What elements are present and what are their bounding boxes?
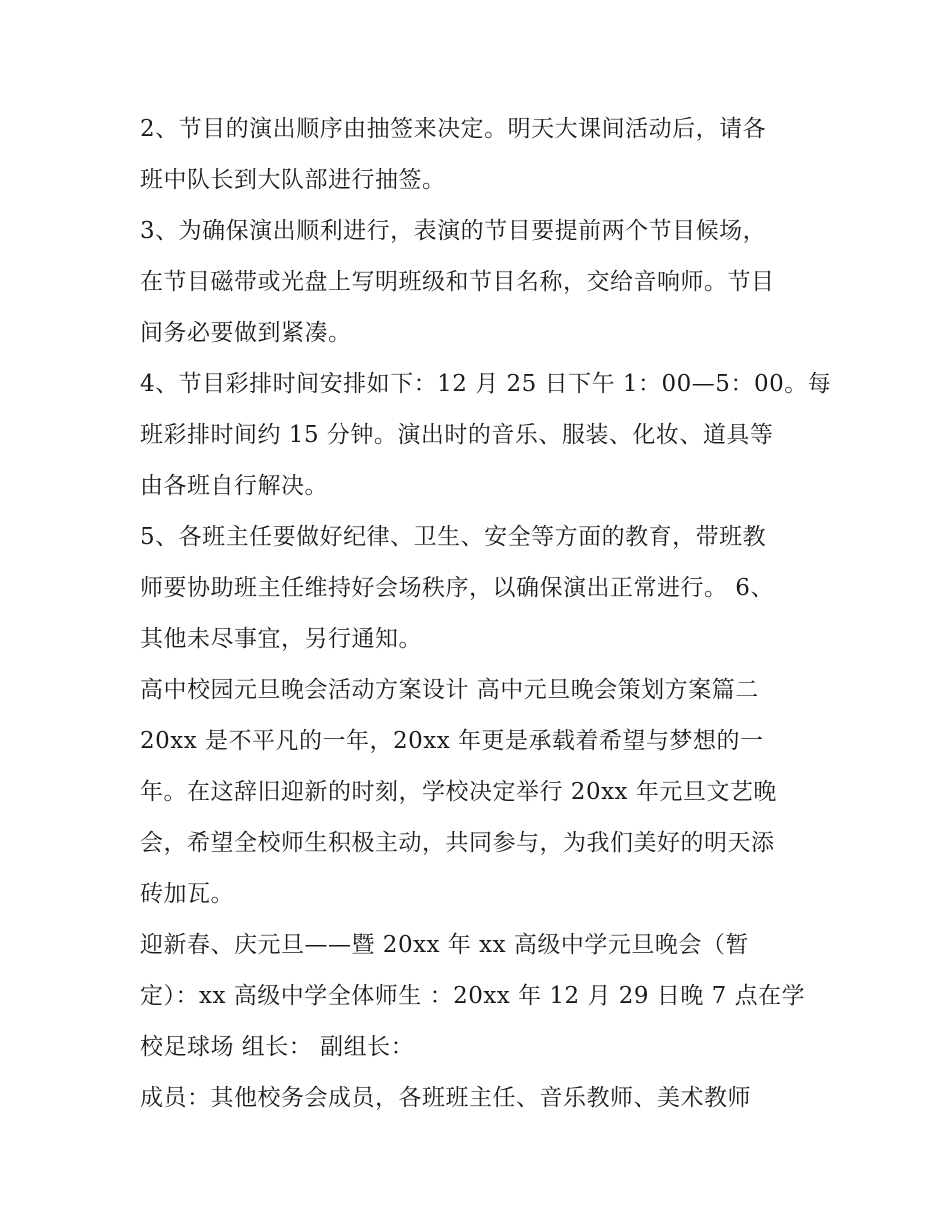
text-line: 定）：xx 高级中学全体师生 ：20xx 年 12 月 29 日晚 7 点在学 (140, 983, 806, 1009)
text-line: 成员：其他校务会成员，各班班主任、音乐教师、美术教师 (140, 1085, 751, 1111)
text-line: 师要协助班主任维持好会场秩序，以确保演出正常进行。 6、 (140, 575, 774, 601)
text-line: 班彩排时间约 15 分钟。演出时的音乐、服装、化妆、道具等 (140, 422, 774, 448)
text-line: 其他未尽事宜，另行通知。 (140, 626, 422, 652)
text-line: 在节目磁带或光盘上写明班级和节目名称，交给音响师。节目 (140, 269, 775, 295)
text-line: 20xx 是不平凡的一年，20xx 年更是承载着希望与梦想的一 (140, 728, 764, 754)
text-line: 迎新春、庆元旦——暨 20xx 年 xx 高级中学元旦晚会（暂 (140, 932, 749, 958)
text-line: 2、节目的演出顺序由抽签来决定。明天大课间活动后，请各 (140, 116, 767, 142)
text-line: 砖加瓦。 (140, 881, 234, 907)
text-line: 班中队长到大队部进行抽签。 (140, 167, 446, 193)
text-line: 由各班自行解决。 (140, 473, 328, 499)
document-body (140, 104, 832, 1124)
text-line: 校足球场 组长： 副组长： (140, 1034, 415, 1060)
text-line: 3、为确保演出顺利进行，表演的节目要提前两个节目候场， (140, 218, 767, 244)
text-line: 4、节目彩排时间安排如下：12 月 25 日下午 1：00—5：00。每 (140, 371, 832, 397)
text-line: 年。在这辞旧迎新的时刻，学校决定举行 20xx 年元旦文艺晚 (140, 779, 777, 805)
text-line: 高中校园元旦晚会活动方案设计 高中元旦晚会策划方案篇二 (140, 677, 759, 703)
text-line: 5、各班主任要做好纪律、卫生、安全等方面的教育，带班教 (140, 524, 767, 550)
text-line: 间务必要做到紧凑。 (140, 320, 352, 346)
text-line: 会，希望全校师生积极主动，共同参与，为我们美好的明天添 (140, 830, 775, 856)
